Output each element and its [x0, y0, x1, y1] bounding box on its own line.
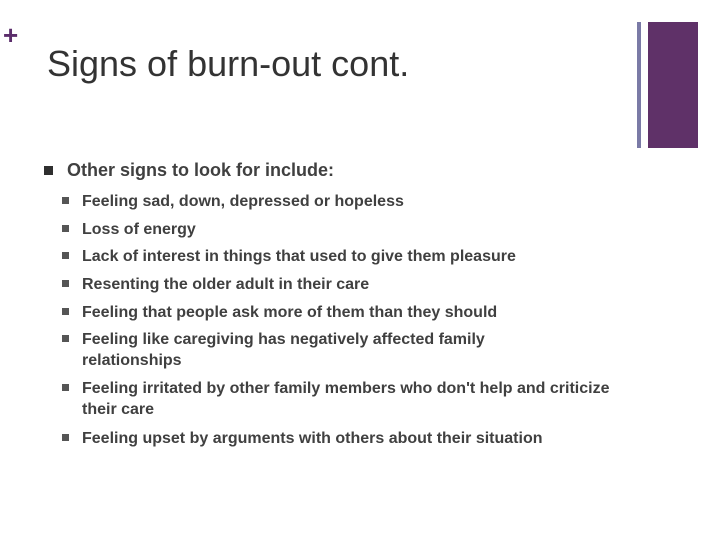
sub-bullet-item	[62, 219, 642, 240]
bullet-square-icon	[62, 384, 69, 391]
sub-bullet-text: Feeling that people ask more of them than they should	[82, 304, 498, 321]
sub-bullet-text: Feeling like caregiving has negatively affected family relationships	[82, 331, 485, 369]
sub-bullet-text: Loss of energy	[82, 221, 196, 238]
decorative-block	[648, 22, 698, 148]
bullet-square-icon	[44, 166, 53, 175]
sub-bullet-item	[62, 191, 642, 212]
sub-bullet-text: Lack of interest in things that used to give them pleasure	[82, 248, 516, 265]
main-bullet-text: Other signs to look for include:	[67, 160, 335, 180]
bullet-square-icon	[62, 252, 69, 259]
bullet-square-icon	[62, 308, 69, 315]
sub-bullet-text: Feeling upset by arguments with others about their situation	[82, 430, 543, 447]
main-bullet	[44, 160, 334, 181]
sub-bullet-text: Resenting the older adult in their care	[82, 276, 370, 293]
sub-bullet-item	[62, 246, 642, 267]
bullet-square-icon	[62, 197, 69, 204]
sub-bullet-text: Feeling irritated by other family members who don't help and criticize their care	[82, 380, 610, 418]
sub-bullet-text: Feeling sad, down, depressed or hopeless	[82, 193, 404, 210]
sub-bullet-item	[62, 378, 612, 420]
sub-bullet-item	[62, 274, 642, 295]
slide-title: Signs of burn-out cont.	[47, 43, 410, 84]
decorative-bar-thin	[637, 22, 641, 148]
plus-icon: +	[3, 20, 19, 50]
bullet-square-icon	[62, 225, 69, 232]
sub-bullet-item	[62, 302, 642, 323]
sub-bullet-item	[62, 329, 542, 371]
bullet-square-icon	[62, 434, 69, 441]
bullet-square-icon	[62, 280, 69, 287]
sub-bullet-item	[62, 428, 642, 449]
bullet-square-icon	[62, 335, 69, 342]
